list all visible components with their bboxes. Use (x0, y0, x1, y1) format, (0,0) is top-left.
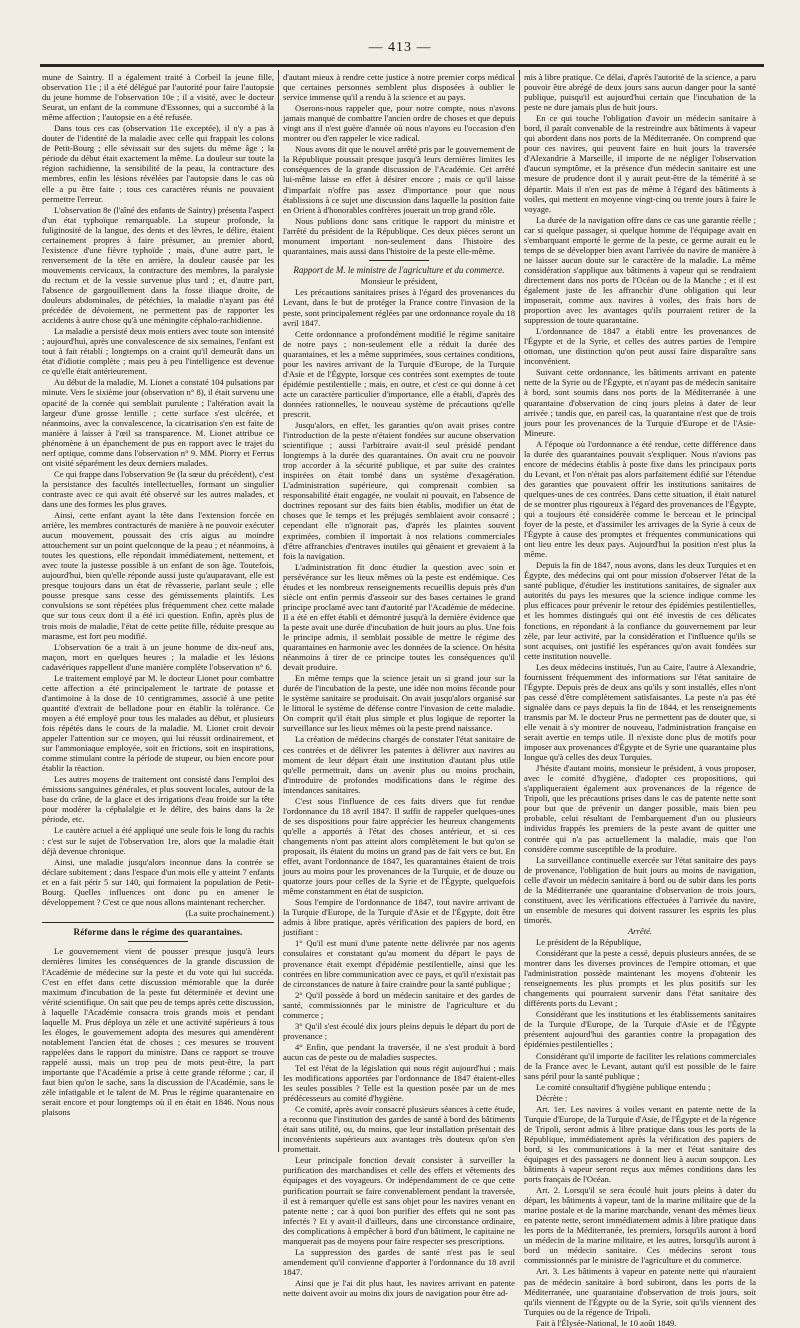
paragraph: Art. 1er. Les navires à voiles venant en patente nette de la Turquie d'Europe, de la Turquie d'Asie, de l'Égypte et de la régence de Tripoli, seront admis à libre pratique dans tous les ports de la République, immédiatement après la vérification des papiers de bord, si les communications à la mer et l'état sanitaire des équipages et des passagers ne donnent lieu à aucun soupçon. Les bâtiments à vapeur seront reçus aux mêmes conditions dans les ports français de l'Océan. (524, 1103, 756, 1185)
paragraph: Considérant qu'il importe de faciliter les relations commerciales de la France avec le Levant, autant qu'il est possible de le faire sans péril pour la santé publique ; (524, 1050, 756, 1081)
paragraph: La suppression des gardes de santé n'est pas le seul amendement qu'il convienne d'apporter à l'ordonnance du 18 avril 1847. (283, 1246, 515, 1277)
paragraph: En même temps que la science jetait un si grand jour sur la durée de l'incubation de la peste, une idée non moins féconde pour le système sanitaire se produisait. On avait jusqu'alors organisé sur le littoral le système de défense contre l'invasion de cette maladie. On comprit qu'il était plus simple et plus logique de reporter la surveillance sur les lieux mêmes où la peste prend naissance. (283, 673, 515, 734)
paragraph: Les autres moyens de traitement ont consisté dans l'emploi des émissions sanguines générales, et plus souvent locales, autour de la base du crâne, de la glace et des irrigations d'eau froide sur la tête pour modérer la céphalalgie et le délire, des bains dans la 2e période, etc. (42, 774, 274, 825)
paragraph: Ainsi que je l'ai dit plus haut, les navires arrivant en patente nette doivent avoir au moins dix jours de navigation pour être ad- (283, 1277, 515, 1298)
paragraph: La création de médecins chargés de constater l'état sanitaire de ces contrées et de délivrer les patentes à délivrer aux navires au moment de leur départ était une institution d'autant plus utile qu'elle permettrait, dans un avenir plus ou moins prochain, d'introduire de profondes modifications dans le régime des intendances sanitaires. (283, 734, 515, 795)
paragraph: En ce qui touche l'obligation d'avoir un médecin sanitaire à bord, il paraît convenable de la restreindre aux bâtiments à vapeur qui abordent dans nos ports de la Méditerranée. On comprend que pour ces navires, qui peuvent faire en huit jours la traversée d'Alexandrie à Marseille, il importe de ne négliger l'observation d'aucun symptôme, et la présence d'un médecin sanitaire est une mesure de prudence dont il y aurait peut-être de la témérité à se départir. Mais il n'en est pas de même à l'égard des bâtiments à voiles, qui mettent en moyenne vingt-cinq ou trente jours à faire le voyage. (524, 113, 756, 214)
paragraph: 1° Qu'il est muni d'une patente nette délivrée par nos agents consulaires et constatant qu'au moment du départ le pays de provenance était exempt d'épidémie pestilentielle, ainsi que les contrées en libre communication avec ce pays, et qu'il n'existait pas de circonstances de nature à faire craindre pour la santé publique ; (283, 938, 515, 989)
paragraph: Sous l'empire de l'ordonnance de 1847, tout navire arrivant de la Turquie d'Europe, de la Turquie d'Asie et de l'Égypte, doit être admis à libre pratique, après vérification des papiers de bord, en justifiant : (283, 897, 515, 938)
paragraph: J'hésite d'autant moins, monsieur le président, à vous proposer, avec le comité d'hygiène, d'adopter ces propositions, qui s'appliqueraient également aux provenances de la régence de Tripoli, que les précautions prises dans le cas de patente nette sont pour but que de prévenir un danger possible, mais bien peu probable, celui résultant de l'embarquement d'un ou plusieurs individus frappés les premiers de la peste avant de quitter une contrée qui n'a pas actuellement la maladie, mais que l'on considère comme susceptible de la produire. (524, 763, 756, 854)
paragraph: Décrète : (536, 1092, 568, 1103)
paragraph: Considérant que les institutions et les établissements sanitaires de la Turquie d'Europe, de la Turquie d'Asie et de l'Égypte présentent aujourd'hui des garanties contre la propagation des épidémies pestilentielles ; (524, 1009, 756, 1050)
paragraph: Art. 3. Les bâtiments à vapeur en patente nette qui n'auraient pas de médecin sanitaire à bord subiront, dans les ports de la Méditerranée, une quarantaine d'observation de trois jours, soit qu'ils viennent de l'Égypte ou de la Syrie, soit qu'ils viennent des Turquies ou de la régence de Tripoli. (524, 1266, 756, 1317)
paragraph: Considérant que la peste a cessé, depuis plusieurs années, de se montrer dans les diverses provinces de l'empire ottoman, et que l'administration possède maintenant les moyens d'obtenir les renseignements les plus prompts et les plus positifs sur les changements qui pourraient survenir dans l'état sanitaire des différents ports du Levant ; (524, 948, 756, 1009)
paragraph: Ce qui frappe dans l'observation 9e (la sœur du précédent), c'est la persistance des facultés intellectuelles, formant un singulier contraste avec ce qui avait été observé sur les autres malades, et dans une des formes les plus graves. (42, 468, 274, 509)
paragraph: Suivant cette ordonnance, les bâtiments arrivant en patente nette de la Syrie ou de l'Égypte, et n'ayant pas de médecin sanitaire à bord, sont soumis dans nos ports de la Méditerranée à une quarantaine d'observation de cinq jours pleins à dater de leur arrivée ; tandis que, en pareil cas, la quarantaine n'est que de trois jours pour les provenances de la Turquie d'Europe et de l'Asie-Mineure. (524, 367, 756, 438)
paragraph: C'est sous l'influence de ces faits divers que fut rendue l'ordonnance du 18 avril 1847. Il suffit de rappeler quelques-unes de ses dispositions pour faire apprécier les heureux changements qu'elle a apportés à l'état des choses antérieur, et si ces changements n'ont pas atteint alors complètement le but qu'on se proposait, ils étaient du moins un grand pas de fait vers ce but. En effet, avant l'ordonnance de 1847, les quarantaines étaient de trois jours au moins pour les provenances de la Turquie, et de douze ou quatorze jours pour celles de la Syrie et de l'Égypte, quelquefois même constamment en état de suspicion. (283, 795, 515, 897)
paragraph: L'observation 8e (l'aîné des enfants de Saintry) présenta l'aspect d'un état typhoïque remarquable. La stupeur profonde, la fuliginosité de la langue, des dents et des lèvres, le délire, étaient certainement propres à faire présumer, au premier abord, l'existence d'une fièvre typhoïde ; mais, d'une autre part, le renversement de la tête en arrière, la douleur causée par les mouvements cervicaux, la contracture des membres, la paralysie du rectum et de la vessie survenue plus tard ; et, d'autre part, l'absence de gargouillement dans la fosse iliaque droite, de douleurs abdominales, de pétéchies, la maladie n'ayant pas été précédée de dévoiement, ne permettent pas de rapporter les accidents à autre chose qu'à une méningite céphalo-rachidienne. (42, 204, 274, 326)
paragraph: Nous avons dit que le nouvel arrêté pris par le gouvernement de la République poussait presque jusqu'à leurs dernières limites les conséquences de la grande discussion de l'Académie. Cet arrêté lui-même laisse en effet à désirer encore ; mais ce qu'il laisse d'imparfait n'offre pas assez d'importance pour que nous établissions à ce sujet une discussion dans laquelle la position faite en Orient à d'honorables confrères jouerait un trop grand rôle. (283, 144, 515, 215)
paragraph: Au début de la maladie, M. Lionet a constaté 104 pulsations par minute. Vers le sixième jour (observation n° 8), il était survenu une opacité de la cornée qui semblait purulente ; l'altération avait la largeur d'une grosse lentille ; cette surface s'est ulcérée, et néanmoins, avec la convalescence, la cicatrisation s'en est faite de manière à laisser à l'œil sa transparence. M. Lionet attribue ce phénomène à un épanchement de pus en rapport avec le trajet du nerf optique, comme dans l'observation n° 9. MM. Piorry et Ferrus ont visité séparément les deux derniers malades. (42, 377, 274, 468)
paragraph: Cette ordonnance a profondément modifié le régime sanitaire de notre pays ; non-seulement elle a réduit la durée des quarantaines, et les a même supprimées, sous certaines conditions, pour les navires arrivant de la Turquie d'Europe, de la Turquie d'Asie et de l'Égypte, lorsque ces contrées sont exemptes de toute épidémie pestilentielle ; mais, en outre, et c'est ce qui donne à cet acte un caractère particulier d'importance, elle a établi, d'après des données rationnelles, le nouveau système de précautions qu'elle prescrit. (283, 328, 515, 419)
paragraph: Ainsi, une maladie jusqu'alors inconnue dans la contrée se déclare subitement ; dans l'espace d'un mois elle y atteint 7 enfants et en a fait périr 5 sur 140, qui formaient la population de Petit-Bourg. Quelles influences ont donc pu en amener le développement ? C'est ce que nous allons maintenant rechercher. (42, 856, 274, 907)
paragraph: (La suite prochainement.) (185, 907, 274, 918)
paragraph: Art. 2. Lorsqu'il se sera écoulé huit jours pleins à dater du départ, les bâtiments à vapeur, tant de la marine militaire que de la marine postale et de la marine marchande, venant des mêmes lieux en patente nette, seront immédiatement admis à libre pratique dans les ports de la Méditerranée, les premiers, lorsqu'ils auront à bord un médecin de la marine militaire, et les autres, lorsqu'ils auront à bord un médecin sanitaire. Ces médecins seront tous commissionnés par le ministre de l'agriculture et du commerce. (524, 1185, 756, 1266)
paragraph: 4° Enfin, que pendant la traversée, il ne s'est produit à bord aucun cas de peste ou de maladies suspectes. (283, 1041, 515, 1062)
paragraph: Nous publions donc sans critique le rapport du ministre et l'arrêté du président de la République. Ces deux pièces seront un monument important non-seulement dans l'histoire des quarantaines, mais aussi dans l'histoire de la peste elle-même. (283, 215, 515, 256)
paragraph: Jusqu'alors, en effet, les garanties qu'on avait prises contre l'introduction de la peste n'étaient fondées sur aucune observation scientifique ; aussi l'arbitraire avait-il seul présidé pendant longtemps à la durée des quarantaines. On avait cru ne pouvoir trop accorder à la sécurité publique, et par suite des craintes inspirées on était tombé dans un système d'exagération. L'administration supérieure, qui comprenait combien sa responsabilité était engagée, ne voulait ni pouvait, en l'absence de doctrines reposant sur des faits bien établis, modifier un état de choses que le temps et les préjugés semblaient avoir consacré ; cependant elle n'ignorait pas, d'après les plaintes souvent exprimées, combien il importait à nos relations commerciales d'être affranchies d'entraves inutiles qui gênaient et grevaient à la fois la navigation. (283, 420, 515, 561)
paragraph: Ce comité, après avoir consacré plusieurs séances à cette étude, a reconnu que l'institution des gardes de santé à bord des bâtiments était sans utilité, ou, du moins, que leur installation présentait des inconvénients supérieurs aux avantages très douteux qu'on s'en promettait. (283, 1104, 515, 1155)
section-rule (42, 922, 274, 923)
separator-rule (128, 941, 188, 942)
paragraph: Monsieur le président, (360, 276, 438, 287)
paragraph: Les précautions sanitaires prises à l'égard des provenances du Levant, dans le but de protéger la France contre l'invasion de la peste, sont principalement réglées par une ordonnance royale du 18 avril 1847. (283, 287, 515, 328)
paragraph: d'autant mieux à rendre cette justice à notre premier corps médical que certaines personnes semblent plus disposées à oublier le service immense qu'il a rendu à la science et au pays. (283, 72, 515, 103)
paragraph: Arrêté. (627, 925, 653, 936)
paragraph: La durée de la navigation offre dans ce cas une garantie réelle ; car si quelque passager, si quelque homme de l'équipage avait en s'embarquant emporté le germe de la peste, ce germe aurait eu le temps de se développer bien avant l'arrivée du navire de manière à ne laisser aucun doute sur le caractère de la maladie. La même considération s'applique aux bâtiments à vapeur qui se rendraient directement dans nos ports de l'Océan ou de la Manche ; et il est également juste de les affranchir d'une obligation qui leur imposerait, comme aux navires à voiles, des frais hors de proportion avec les avantages qu'ils pourraient retirer de la suppression de toute quarantaine. (524, 214, 756, 326)
column-divider (519, 70, 520, 1152)
paragraph: L'observation 6e a trait à un jeune homme de dix-neuf ans, maçon, mort en quelques heures ; la maladie et les lésions cadavériques rappellent d'une manière complète l'observation n° 6. (42, 641, 274, 672)
paragraph: Dans tous ces cas (observation 11e exceptée), il n'y a pas à douter de l'identité de la maladie avec celle qui frappait les colons de Petit-Bourg ; elle sévissait sur des sujets du même âge ; la période du début était exactement la même. La douleur sur toute la région rachidienne, la sensibilité de la peau, la contracture des membres, enfin les lésions révélées par l'autopsie dans le cas où elle a pu être faite ; tous ces caractères réunis ne pouvaient permettre l'erreur. (42, 123, 274, 204)
section-heading: Rapport de M. le ministre de l'agriculture et du commerce. (293, 264, 505, 275)
paragraph: Leur principale fonction devait consister à surveiller la purification des marchandises et celle des effets et vêtements des équipages et des voyageurs. Or indépendamment de ce que cette purification pourrait se faire convenablement pendant la traversée, il est à remarquer qu'elle est sans objet pour les navires venant en patente nette ; car à quoi bon purifier des effets qui ne sont pas infectés ? Et y avait-il d'ailleurs, dans une circonstance ordinaire, des complications à empêcher à bord d'un bâtiment, le capitaine ne manquerait pas de moyens pour faire respecter ses prescriptions. (283, 1155, 515, 1246)
text-column-2 (283, 72, 515, 1298)
paragraph: Fait à l'Élysée-National, le 10 août 1849. (536, 1317, 677, 1328)
paragraph: Ainsi, cette enfant ayant la tête dans l'extension forcée en arrière, les membres contracturés de manière à ne pouvoir exécuter aucun mouvement, poussait des cris aigus au moindre attouchement sur un point quelconque de la peau ; et néanmoins, à toutes les questions, elle répondait immédiatement, nettement, et avec toute la justesse possible à un enfant de son âge. Toutefois, aujourd'hui, bien qu'elle réponde aussi juste qu'auparavant, elle est presque toujours dans un état de rêvasserie, parlant seule ; elle pousse presque sans cesse des gémissements plaintifs. Les convulsions se sont répétées plus fréquemment chez cette malade que sur tous ceux dont il a été ici question. Enfin, après plus de trois mois de maladie, l'état de cette petite fille, réduite presque au marasme, est fort peu modifié. (42, 510, 274, 641)
paragraph: Depuis la fin de 1847, nous avons, dans les deux Turquies et en Égypte, des médecins qui ont pour mission d'observer l'état de la santé publique, d'étudier les institutions sanitaires, de signaler aux autorités du pays les mesures que la science indique comme les plus efficaces pour prévenir le retour des épidémies pestilentielles, et les hommes distingués qui ont été investis de ces délicates fonctions, en répondant à la confiance du gouvernement par leur zèle, par leur activité, par la considération et l'influence qu'ils se sont acquises, ont justifié les espérances qu'on avait fondées sur cette institution nouvelle. (524, 560, 756, 661)
paragraph: 3° Qu'il s'est écoulé dix jours pleins depuis le départ du port de provenance ; (283, 1020, 515, 1041)
separator-rule (369, 260, 429, 261)
section-heading: Réforme dans le régime des quarantaines. (73, 926, 243, 937)
paragraph: 2° Qu'il possède à bord un médecin sanitaire et des gardes de santé, commissionnés par le ministre de l'agriculture et du commerce ; (283, 989, 515, 1020)
paragraph: La surveillance continuelle exercée sur l'état sanitaire des pays de provenance, l'obligation de huit jours au moins de navigation, celle d'avoir un médecin sanitaire à bord ou de subir dans les ports de la Méditerranée une quarantaine d'observation de trois jours, constituent, avec les vérifications effectuées à l'arrivée du navire, un ensemble de mesures qui doivent rassurer les esprits les plus timorés. (524, 854, 756, 925)
paragraph: La maladie a persisté deux mois entiers avec toute son intensité ; aujourd'hui, après une convalescence de six semaines, l'enfant est tout à fait rétabli ; longtemps on a craint qu'il demeurât dans un état d'idiotie complète ; mais peu à peu l'intelligence est devenue ce qu'elle était antérieurement. (42, 326, 274, 377)
paragraph: mis à libre pratique. Ce délai, d'après l'autorité de la science, a paru pouvoir être abrégé de deux jours sans aucun danger pour la santé publique, puisqu'il est aujourd'hui certain que l'incubation de la peste ne dure jamais plus de huit jours. (524, 72, 756, 113)
paragraph: A l'époque où l'ordonnance a été rendue, cette différence dans la durée des quarantaines pouvait s'expliquer. Nous n'avions pas encore de médecins établis à poste fixe dans les principaux ports du Levant, et l'on n'était pas alors parfaitement édifié sur l'étendue des garanties que pouvaient offrir les institutions sanitaires de quelques-unes de ces contrées. Dans cette situation, il était naturel de se montrer plus rigoureux à l'égard des provenances de l'Égypte, qui a toujours été considérée comme le berceau et le principal foyer de la peste, et d'assimiler les arrivages de la Syrie à ceux de l'Égypte à cause des promptes et fréquentes communications qui ont lieu entre les deux pays. Aujourd'hui la position n'est plus la même. (524, 438, 756, 560)
paragraph: Le comité consultatif d'hygiène publique entendu ; (536, 1081, 711, 1092)
paragraph: mune de Saintry. Il a également traité à Corbeil la jeune fille, observation 11e ; il a été délégué par l'autorité pour faire l'autopsie du jeune homme de l'observation 10e ; il a visité, avec le docteur Seurat, un enfant de la commune d'Essonnes, qui a succombé à la même affection ; l'autopsie en a été refusée. (42, 72, 274, 123)
paragraph: L'ordonnance de 1847 a établi entre les provenances de l'Égypte et de la Syrie, et celles des autres parties de l'empire ottoman, une distinction qu'on peut aussi faire disparaître sans inconvénient. (524, 326, 756, 367)
column-divider (278, 70, 279, 1152)
paragraph: L'administration fit donc étudier la question avec soin et persévérance sur les lieux mêmes où la peste est endémique. Ces études et les nombreux renseignements recueillis depuis près d'un siècle ont enfin permis d'asseoir sur des bases certaines le grand principe proclamé avec tant d'autorité par l'Académie de médecine. Il a été en effet établi et démontré jusqu'à la dernière évidence que la peste avait une durée d'incubation de huit jours au plus. Une fois le principe admis, il semblait possible de mettre le régime des quarantaines en harmonie avec les données de la science. On hésita néanmoins à tirer de ce principe toutes les conséquences qu'il devait produire. (283, 561, 515, 673)
page-number: — 413 — (368, 40, 432, 55)
paragraph: Tel est l'état de la législation qui nous régit aujourd'hui ; mais les modifications apportées par l'ordonnance de 1847 étaient-elles les seules possibles ? Telle est la question posée par un de mes prédécesseurs au comité d'hygiène. (283, 1062, 515, 1104)
text-column-3 (524, 72, 756, 1328)
paragraph: Le traitement employé par M. le docteur Lionet pour combattre cette affection a été principalement le tartrate de potasse et d'antimoine à la dose de 10 centigrammes, associé à une petite quantité d'extrait de belladone pour en établir la tolérance. Ce moyen a été employé pour tous les malades au début, et plusieurs fois répétés dans le cours de la maladie. M. Lionet croit devoir appeler l'attention sur ce moyen, qui lui réussit ordinairement, et sur l'ammoniaque employée, soit en frictions, soit en inspirations, comme stimulant contre la période de stupeur, ou bien encore pour établir la réaction. (42, 672, 274, 774)
paragraph: Les deux médecins institués, l'un au Caire, l'autre à Alexandrie, fournissent fréquemment des informations sur l'état sanitaire de l'Égypte. Depuis près de deux ans qu'ils y sont installés, elles n'ont pas cessé d'être complètement satisfaisantes. La peste n'a pas été signalée dans ce pays depuis la fin de 1844, et les renseignements transmis par M. le docteur Prus ne permettent pas de douter que, si elle venait à s'y montrer de nouveau, l'administration française en serait avertie en temps utile. Il n'existe donc plus de motifs pour imposer aux provenances d'Égypte et de Syrie une quarantaine plus longue qu'à celles des deux Turquies. (524, 661, 756, 763)
text-column-1 (42, 72, 274, 1152)
paragraph: Oserons-nous rappeler que, pour notre compte, nous n'avons jamais manqué de combattre l'ancien ordre de choses et que depuis vingt ans il n'est guère d'année où nous n'ayons eu l'occasion d'en montrer ou d'en rappeler le vice radical. (283, 103, 515, 144)
paragraph: Le cautère actuel a été appliqué une seule fois le long du rachis : c'est sur le sujet de l'observation 1re, alors que la maladie était déjà devenue chronique. (42, 825, 274, 856)
header-rule (40, 64, 764, 67)
paragraph: Le gouvernement vient de pousser presque jusqu'à leurs dernières limites les conséquences de la grande discussion de l'Académie de médecine sur la peste et du vote qui lui succéda. C'est en effet dans cette discussion mémorable que la durée maximum d'incubation de la peste fut déterminée et devint une vérité scientifique. On sait que peu de temps après cette discussion, à laquelle l'Académie consacra trois grands mois et pendant laquelle M. Prus déploya un zèle et une activité supérieurs à tous les éloges, le gouvernement adopta des mesures qui amendèrent notablement l'ancien état de choses ; ces mesures se trouvent rappelées dans le rapport du ministre. Dans ce rapport se trouve rappelé aussi, mais un trop peu de mots peut-être, la part importante que l'Académie a prise à cette grande réforme ; car, il faut bien qu'on le sache, sans la discussion de l'Académie, sans le zèle infatigable et le talent de M. Prus le régime quarantenaire en serait encore et pour longtemps où il en était en 1846. Nous nous plaisons (42, 946, 274, 1118)
paragraph: Le président de la République, (536, 936, 642, 947)
